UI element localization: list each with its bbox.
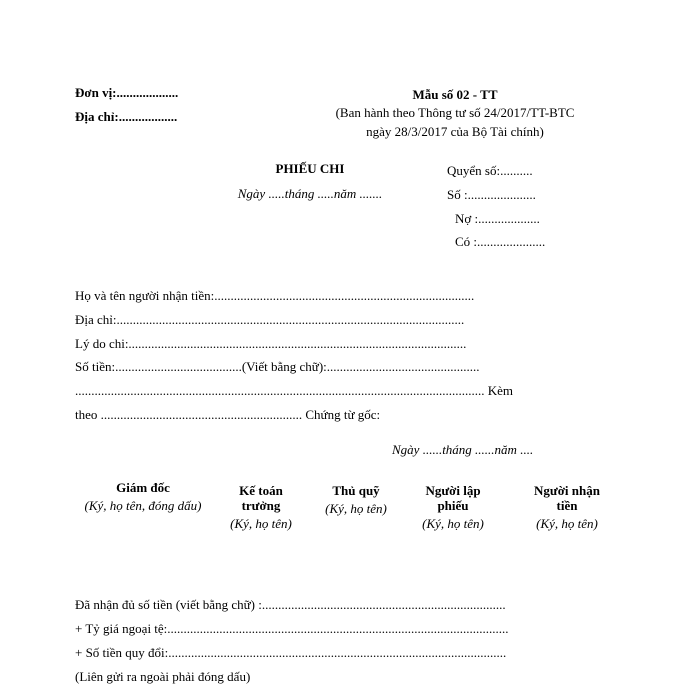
signature-director [83, 480, 203, 513]
recipient-line: Họ và tên người nhận tiền:................................................................................ [75, 288, 475, 303]
signature-subtitle: (Ký, họ tên) [230, 516, 292, 531]
exchange-rate-line: + Tỷ giá ngoại tệ:......................................................................................................... [75, 621, 509, 636]
attachment-dots-line: .............................................................................................................................. Kèm [75, 383, 514, 398]
document-date: Ngày .....tháng .....năm ....... [237, 186, 383, 201]
signature-preparer [412, 483, 494, 531]
signature-chief-accountant [220, 483, 302, 531]
signature-subtitle: (Ký, họ tên) [325, 501, 387, 516]
reason-line: Lý do chi:........................................................................................................ [75, 336, 467, 351]
signature-subtitle: (Ký, họ tên, đóng dấu) [84, 498, 202, 513]
book-number: Quyển số:.......... [447, 163, 533, 178]
form-number: Mẫu số 02 - TT [412, 87, 498, 102]
signature-title: Thủ quỹ [332, 483, 380, 498]
signature-title: Kế toán trưởng [239, 483, 283, 513]
issued-line-2: ngày 28/3/2017 của Bộ Tài chính) [366, 124, 544, 139]
unit-field: Đơn vị:................... [75, 85, 179, 100]
signature-title: Giám đốc [116, 480, 170, 495]
signature-recipient [522, 483, 612, 531]
converted-amount-line: + Số tiền quy đổi:........................................................................................................ [75, 645, 507, 660]
address-field-header: Địa chỉ:.................. [75, 109, 178, 124]
signature-date: Ngày ......tháng ......năm .... [392, 442, 534, 457]
issued-line-1: (Ban hành theo Thông tư số 24/2017/TT-BTC [335, 105, 575, 120]
attachment-line: theo .............................................................. Chứng từ gốc: [75, 407, 381, 422]
address-line: Địa chỉ:........................................................................................................... [75, 312, 465, 327]
credit-account: Có :..................... [455, 234, 546, 249]
stamp-note: (Liên gửi ra ngoài phải đóng dấu) [75, 669, 251, 684]
signature-treasurer [325, 483, 387, 516]
signature-subtitle: (Ký, họ tên) [422, 516, 484, 531]
debit-account: Nợ :................... [455, 211, 540, 226]
received-amount-line: Đã nhận đủ số tiền (viết bằng chữ) :........................................................................... [75, 597, 506, 612]
signature-title: Người lập phiếu [425, 483, 481, 513]
voucher-number: Số :..................... [447, 187, 536, 202]
amount-line: Số tiền:.......................................(Viết bằng chữ):............................................... [75, 359, 480, 374]
document-title: PHIẾU CHI [275, 161, 345, 176]
signature-subtitle: (Ký, họ tên) [536, 516, 598, 531]
signature-title: Người nhận tiền [534, 483, 600, 513]
